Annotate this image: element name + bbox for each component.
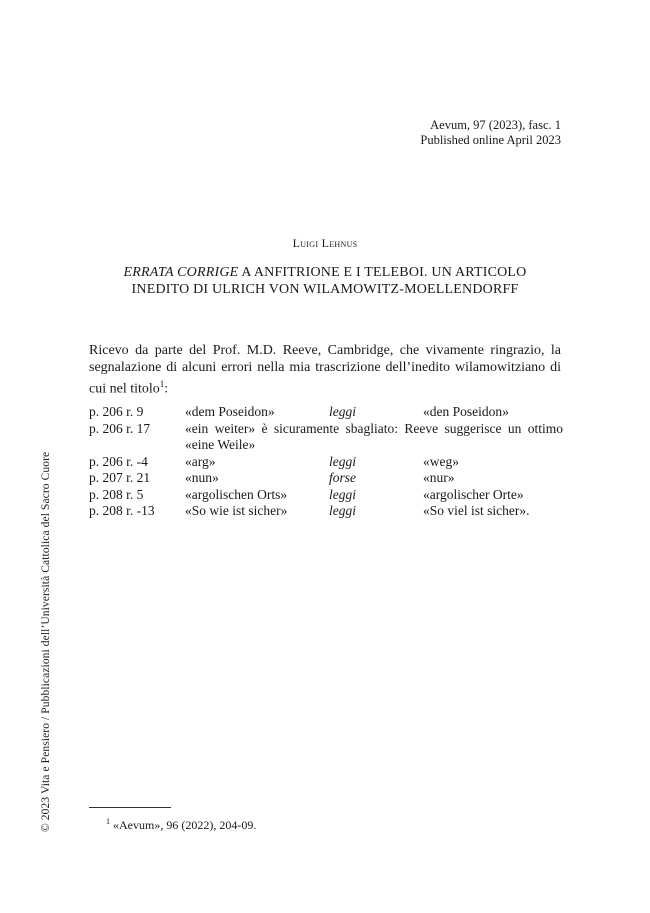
errata-wrong: «dem Poseidon»	[185, 404, 275, 419]
errata-row	[89, 421, 564, 454]
errata-row	[89, 454, 564, 471]
author-name: Luigi Lehnus	[292, 236, 358, 250]
errata-ref: p. 206 r. 17	[89, 420, 151, 436]
journal-citation: Aevum, 97 (2023), fasc. 1	[430, 118, 561, 132]
intro-paragraph	[89, 342, 561, 398]
footnote-divider	[89, 807, 171, 808]
errata-correct: «So viel ist sicher».	[423, 503, 530, 518]
errata-wrong: «nun»	[185, 470, 219, 485]
publication-date: Published online April 2023	[420, 133, 561, 147]
errata-row	[89, 470, 564, 487]
errata-verb: leggi	[329, 453, 356, 469]
errata-correct: «weg»	[423, 453, 459, 469]
errata-list	[89, 404, 564, 520]
errata-ref: p. 207 r. 21	[89, 470, 151, 485]
errata-row	[89, 487, 564, 504]
copyright-sidebar: © 2023 Vita e Pensiero / Pubblicazioni dell’Università Cattolica del Sacro Cuore	[40, 451, 52, 832]
errata-correct: «nur»	[423, 470, 455, 485]
errata-ref: p. 206 r. 9	[89, 404, 144, 419]
title-italic-part: ERRATA CORRIGE	[123, 265, 239, 280]
article-title	[100, 264, 550, 298]
errata-ref: p. 208 r. -13	[89, 503, 155, 518]
errata-verb: leggi	[329, 404, 356, 419]
intro-end: :	[164, 381, 169, 397]
title-line-2: INEDITO DI ULRICH VON WILAMOWITZ-MOELLENDORFF	[131, 282, 519, 297]
errata-correct: «argolischer Orte»	[423, 486, 524, 502]
footnote-reference[interactable]: 1	[159, 379, 165, 389]
footnote	[106, 817, 256, 833]
errata-wrong: «argolischen Orts»	[185, 486, 288, 502]
errata-verb: leggi	[329, 503, 356, 518]
footnote-mark: 1	[106, 817, 110, 826]
journal-header	[420, 118, 561, 148]
title-line-1	[100, 264, 550, 281]
errata-correct: «den Poseidon»	[423, 404, 509, 419]
errata-row	[89, 503, 564, 520]
errata-verb: forse	[329, 470, 356, 485]
errata-wrong: «So wie ist sicher»	[185, 503, 288, 518]
errata-row	[89, 404, 564, 421]
errata-ref: p. 206 r. -4	[89, 453, 148, 469]
title-rest: A ANFITRIONE E I TELEBOI. UN ARTICOLO	[238, 265, 527, 280]
footnote-text: «Aevum», 96 (2022), 204-09.	[110, 818, 257, 832]
intro-text: Ricevo da parte del Prof. M.D. Reeve, Cambridge, che vivamente ringrazio, la segnalazione di alcuni errori nella mia trascrizione dell’inedito wilamowitziano di cui nel titolo	[89, 343, 561, 397]
errata-wrong: «arg»	[185, 453, 216, 469]
errata-ref: p. 208 r. 5	[89, 486, 144, 502]
errata-verb: leggi	[329, 486, 356, 502]
errata-note: «ein weiter» è sicuramente sbagliato: Reeve suggerisce un ottimo «eine Weile»	[185, 420, 563, 452]
